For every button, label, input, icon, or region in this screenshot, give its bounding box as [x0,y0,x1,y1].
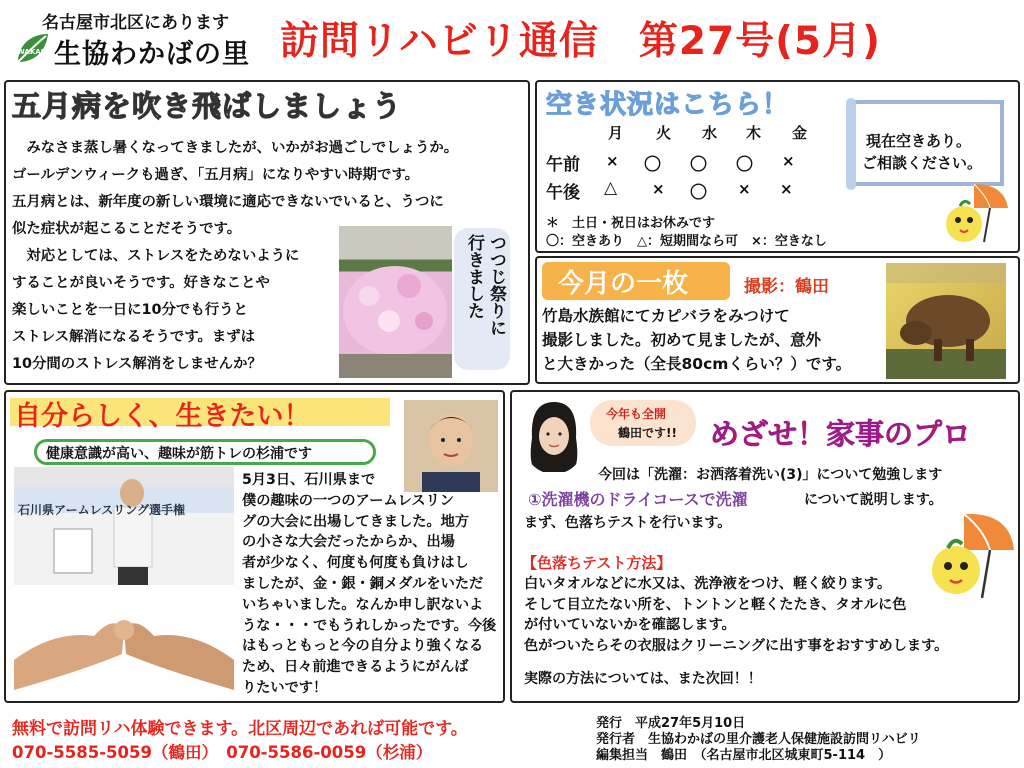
slot-mark: 〇 [690,183,707,203]
body-line: の小さな大会だったからか、出場 [242,534,455,551]
callout-line: 行きました [464,234,484,319]
slot-mark: × [606,152,619,170]
armwrestling-photo [14,590,234,696]
portrait-tsuruta [524,398,584,474]
body-line: そして目立たない所を、トントンと軽くたたき、タオルに色 [524,596,907,613]
body-line: 者が少なく、何度も何度も負けはし [242,555,469,572]
slot-mark: × [738,180,751,198]
body-line: 白いタオルなどに水又は、洗浄液をつけ、軽く絞ります。 [524,576,892,592]
mascot-umbrella-icon [920,508,1016,602]
method-body [524,574,948,656]
body-line: りたいです！ [242,679,328,696]
body-line: 5月3日、石川県まで [242,472,376,488]
publisher: 発行者 生協わかばの里介護老人保健施設訪問リハビリ [596,732,921,747]
day-header: 月 [608,124,624,142]
footer-offer: 無料で訪問リハ体験できます。北区周辺であれば可能です。 [12,719,468,739]
body-line: ストレス解消になるそうです。まずは [12,329,256,345]
photo-heading: 今月の一枚 [558,269,689,299]
housework-closing: 実際の方法については、また次回！！ [524,671,762,687]
pub-date: 発行 平成27年5月10日 [596,716,746,731]
day-header: 木 [746,124,762,142]
article-heading: 五月病を吹き飛ばしましょう [12,89,403,123]
tournament-sign: 石川県アームレスリング選手権 [18,503,186,517]
slot-mark: × [652,180,665,198]
row-label: 午後 [546,183,580,203]
body-line: 楽しいことを一日に10分でも行うと [12,302,248,318]
housework-intro: 今回は「洗濯：お洒落着洗い(3)」について勉強します [598,467,943,483]
editor: 編集担当 鶴田 （名古屋市北区城東町5-114 ） [596,748,892,763]
body-line: 10分間のストレス解消をしませんか？ [12,356,262,372]
body-line: はもっともっと今の自分より強くなる [242,638,484,655]
page-title: 訪問リハビリ通信 第27号(5月) [280,19,881,64]
body-line: ため、日々前進できるようにがんば [242,659,469,676]
body-line: いちゃいました。なんか申し訳ないよ [242,596,484,613]
slot-mark: × [782,152,795,170]
body-line: ましたが、金・銀・銅メダルをいただ [242,575,484,592]
footer-phones: 070-5585-5059（鶴田） 070-5586-0059（杉浦） [12,743,433,762]
slot-mark: △ [604,178,618,198]
body-line: ゴールデンウィークも過ぎ、「五月病」になりやすい時期です。 [12,167,419,183]
header-location: 名古屋市北区にあります [42,13,229,33]
body-line: 色がついたらその衣服はクリーニングに出す事をおすすめします。 [524,637,949,654]
sign-line: ご相談ください。 [862,154,983,172]
tournament-photo [14,467,234,585]
housework-sub-tail: について説明します。 [804,492,943,508]
photo-credit: 撮影：鶴田 [744,277,829,297]
callout-text [460,234,506,366]
bubble-line: 鶴田です!! [618,426,677,440]
azalea-photo [339,226,452,378]
day-header: 金 [792,124,808,142]
body-line: 対応としては、ストレスをためないように [12,248,300,264]
day-header: 火 [656,124,672,142]
body-line: と大きかった（全長80cmくらい？）です。 [542,355,852,373]
body-line: が付いていないかを確認します。 [524,617,736,633]
profile-heading: 自分らしく、生きたい！ [14,401,311,432]
logo-mark: WAKABA [17,48,52,56]
callout-line: つつじ祭りに [486,234,506,336]
profile-banner-text: 健康意識が高い、趣味が筋トレの杉浦です [46,446,312,462]
body-line: うな・・・でもうれしかったです。今後 [242,617,497,634]
body-line: 五月病とは、新年度の新しい環境に適応できないでいると、うつに [12,194,444,210]
body-line: 撮影しました。初めて見ましたが、意外 [542,331,822,349]
housework-heading: めざせ！家事のプロ [710,417,972,451]
body-line: 竹島水族館にてカピバラをみつけて [542,307,790,325]
photo-body [542,304,851,376]
row-label: 午前 [546,155,580,175]
slot-mark: 〇 [690,155,707,175]
body-line: みなさま蒸し暑くなってきましたが、いかがお過ごしでしょうか。 [12,140,459,156]
bubble-line: 今年も全開 [606,407,667,421]
profile-body [242,470,496,699]
body-line: 似た症状が起こることだそうです。 [12,221,242,237]
day-header: 水 [702,124,718,142]
slot-mark: × [780,180,793,198]
housework-sub: ①洗濯機のドライコースで洗濯 [528,490,748,509]
capybara-photo [886,263,1006,379]
availability-note: ＊ 土日・祝日はお休みです [546,216,716,231]
slot-mark: 〇 [736,155,753,175]
body-line: 僕の趣味の一つのアームレスリン [242,492,454,509]
method-title: 【色落ちテスト方法】 [522,554,672,572]
sign-line: 現在空きあり。 [866,132,972,150]
body-line: グの大会に出場してきました。地方 [242,513,470,530]
availability-legend: 〇：空きあり △：短期間なら可 ×：空きなし [546,234,827,249]
header-org: 生協わかばの里 [54,39,250,70]
mascot-umbrella-icon [938,178,1010,246]
slot-mark: 〇 [644,155,661,175]
availability-heading: 空き状況はこちら！ [546,90,790,120]
housework-line: まず、色落ちテストを行います。 [524,515,732,531]
body-line: することが良いそうです。好きなことや [12,275,270,291]
